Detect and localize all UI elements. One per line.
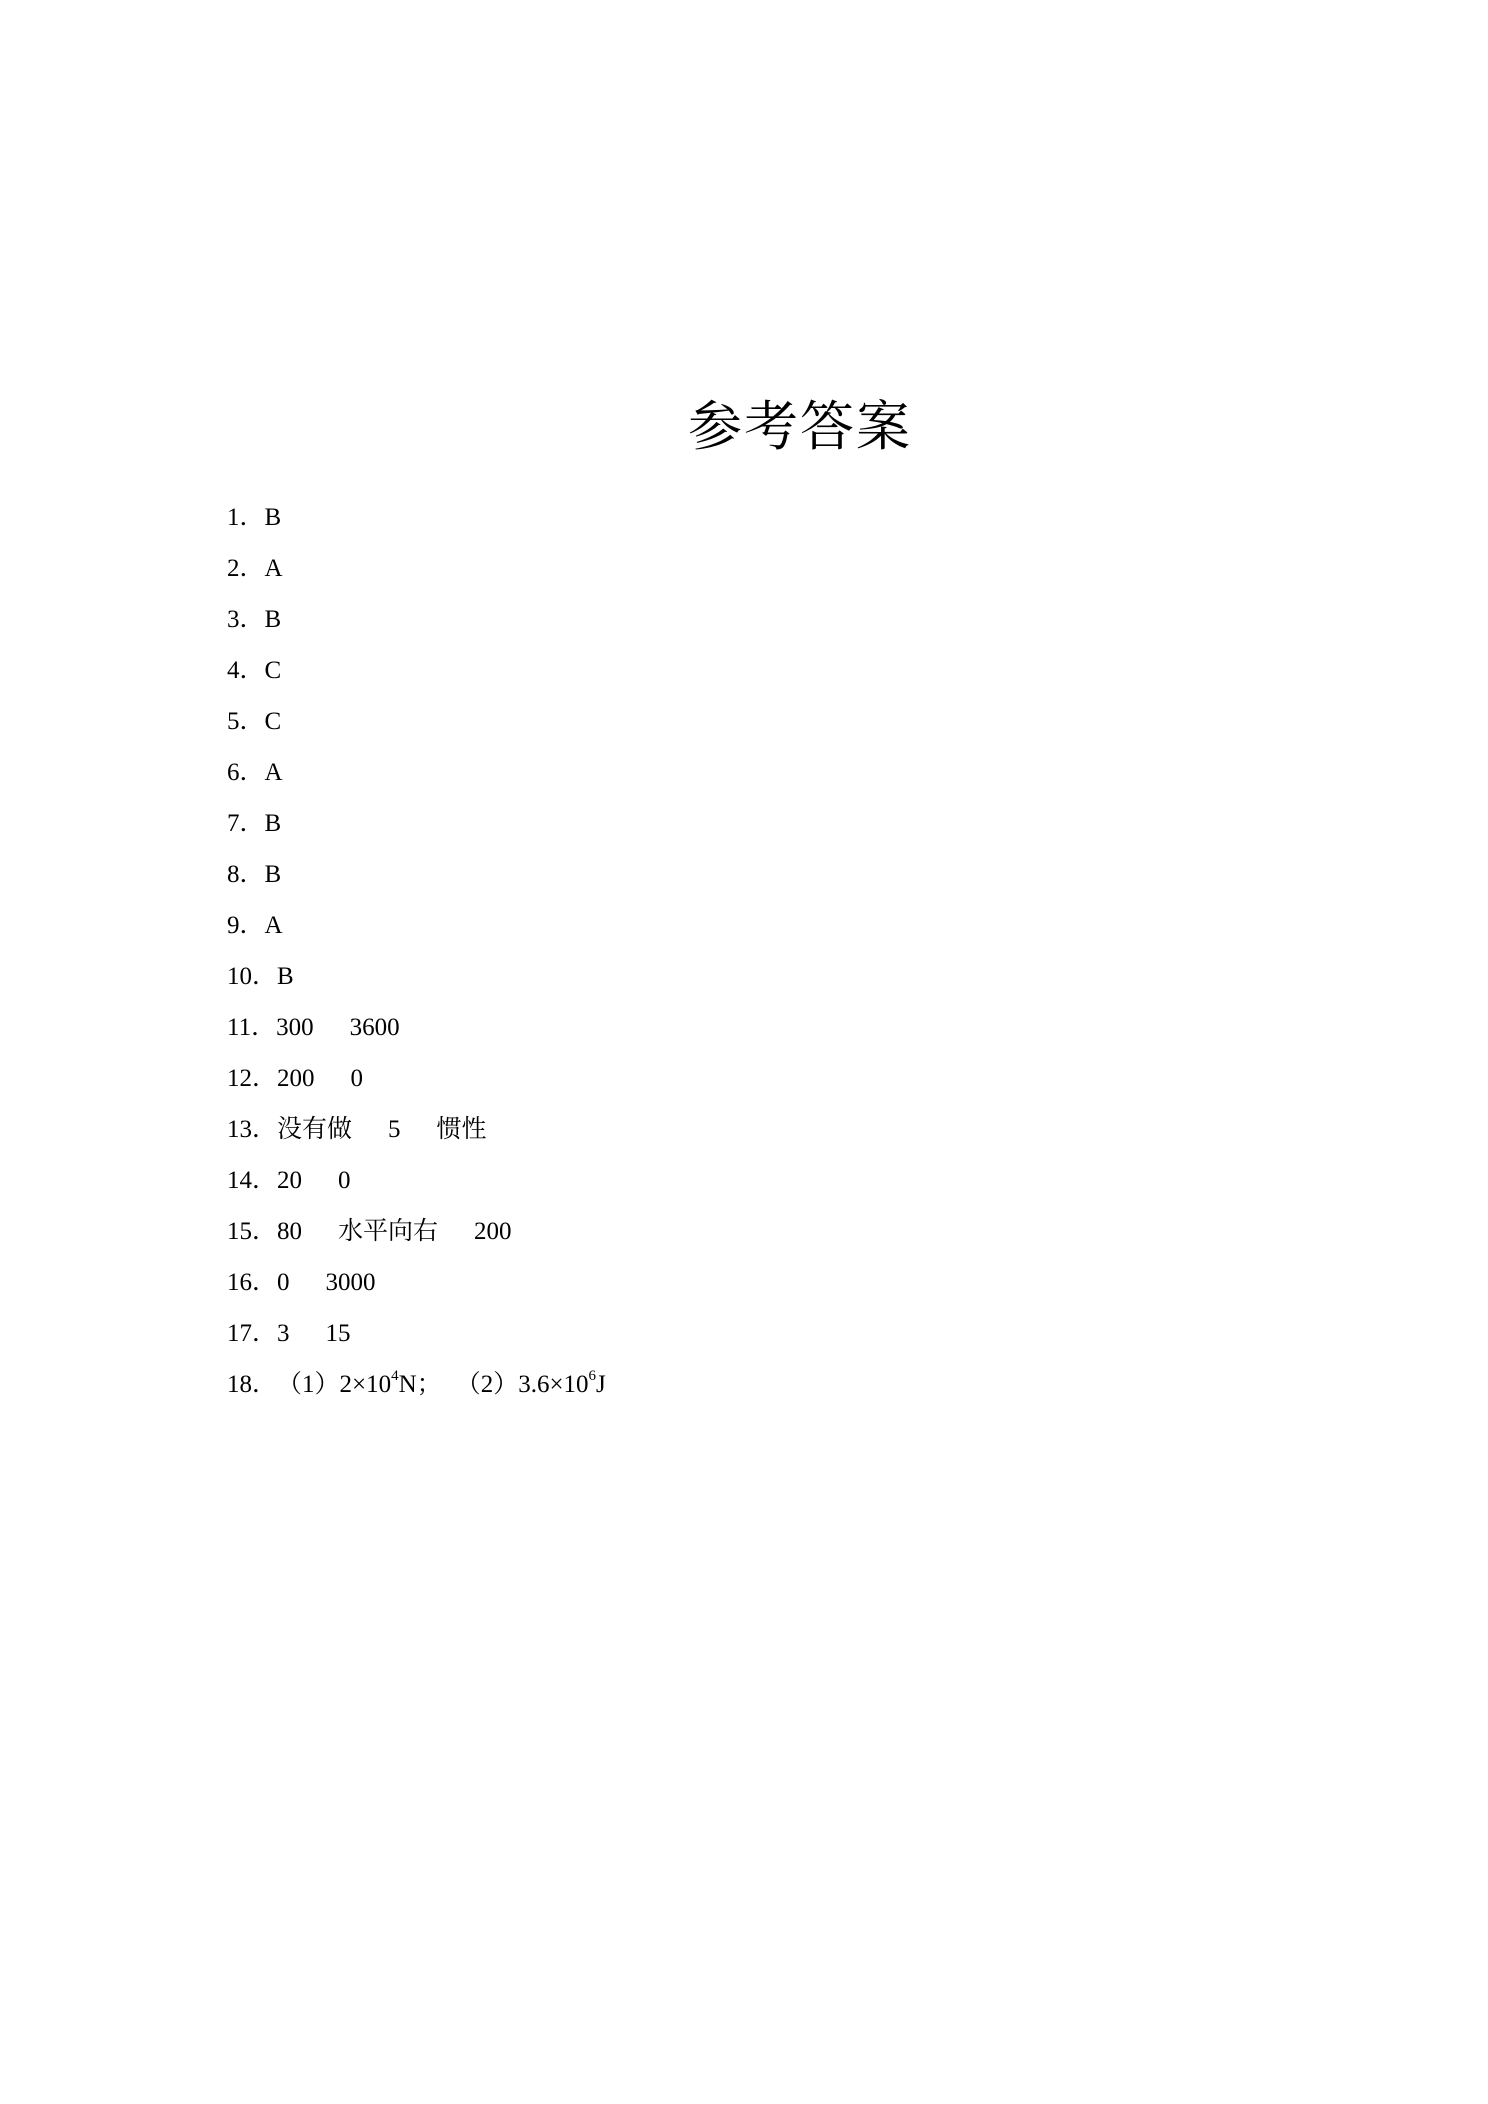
answer-value: 20 [277, 1167, 303, 1194]
answer-2 [227, 543, 620, 594]
answer-16 [227, 1257, 620, 1308]
answer-value: 3 [277, 1320, 290, 1347]
answer-value: 0 [277, 1269, 290, 1296]
answer-value: B [264, 810, 282, 837]
answer-number: 14． [227, 1167, 278, 1194]
answer-value-part-2 [456, 1359, 606, 1410]
answer-18 [227, 1359, 620, 1410]
page-title: 参考答案 [688, 395, 912, 458]
answer-number: 17． [227, 1320, 278, 1347]
answer-value: B [277, 963, 294, 990]
answer-value-part-1 [277, 1359, 442, 1410]
answer-value: 300 [276, 1014, 314, 1041]
answer-value: B [264, 861, 282, 888]
answer-value: 没有做 [277, 1116, 353, 1143]
answer-number: 7． [227, 810, 265, 837]
answer-value: B [264, 504, 282, 531]
answer-13 [227, 1104, 620, 1155]
answer-number: 5． [227, 708, 265, 735]
answer-number: 2． [227, 555, 265, 582]
answer-value-prefix: （2）3.6×10 [455, 1371, 589, 1398]
answer-value: C [264, 657, 282, 684]
answer-15 [227, 1206, 620, 1257]
answer-value: 15 [325, 1320, 351, 1347]
answer-5 [227, 696, 620, 747]
answer-number: 9． [227, 912, 265, 939]
answer-number: 6． [227, 759, 265, 786]
answer-17 [227, 1308, 620, 1359]
answer-value-suffix: N； [398, 1371, 442, 1398]
answer-value: B [264, 606, 282, 633]
answer-value: 惯性 [436, 1116, 487, 1143]
answer-value: 5 [388, 1116, 401, 1143]
answer-value: 0 [338, 1167, 351, 1194]
answer-number: 13． [227, 1116, 278, 1143]
answer-value-prefix: （1）2×10 [277, 1371, 392, 1398]
answer-number: 10． [227, 963, 278, 990]
answer-number: 4． [227, 657, 265, 684]
answer-number: 1． [227, 504, 265, 531]
answer-value: 200 [277, 1065, 315, 1092]
answer-value: C [264, 708, 282, 735]
answer-list [227, 492, 620, 1410]
answer-number: 16． [227, 1269, 278, 1296]
answer-value: 80 [277, 1218, 303, 1245]
answer-number: 15． [227, 1218, 278, 1245]
answer-value: 水平向右 [338, 1218, 439, 1245]
answer-11 [227, 1002, 620, 1053]
answer-value: A [264, 912, 283, 939]
answer-exponent: 6 [588, 1367, 597, 1384]
answer-value: 0 [350, 1065, 364, 1092]
answer-value: A [264, 759, 283, 786]
answer-value: 200 [474, 1218, 512, 1245]
answer-6 [227, 747, 620, 798]
answer-number: 3． [227, 606, 265, 633]
answer-value: 3600 [349, 1014, 400, 1041]
answer-value-suffix: J [596, 1371, 606, 1398]
answer-3 [227, 594, 620, 645]
answer-number: 8． [227, 861, 265, 888]
answer-10 [227, 951, 620, 1002]
answer-value: 3000 [325, 1269, 376, 1296]
answer-number: 18． [227, 1371, 278, 1398]
answer-exponent: 4 [391, 1367, 399, 1384]
answer-12 [227, 1053, 620, 1104]
answer-4 [227, 645, 620, 696]
answer-7 [227, 798, 620, 849]
answer-9 [227, 900, 620, 951]
answer-8 [227, 849, 620, 900]
answer-number: 12． [227, 1065, 278, 1092]
answer-14 [227, 1155, 620, 1206]
answer-value: A [264, 555, 283, 582]
answer-1 [227, 492, 620, 543]
answer-number: 11． [227, 1014, 277, 1041]
